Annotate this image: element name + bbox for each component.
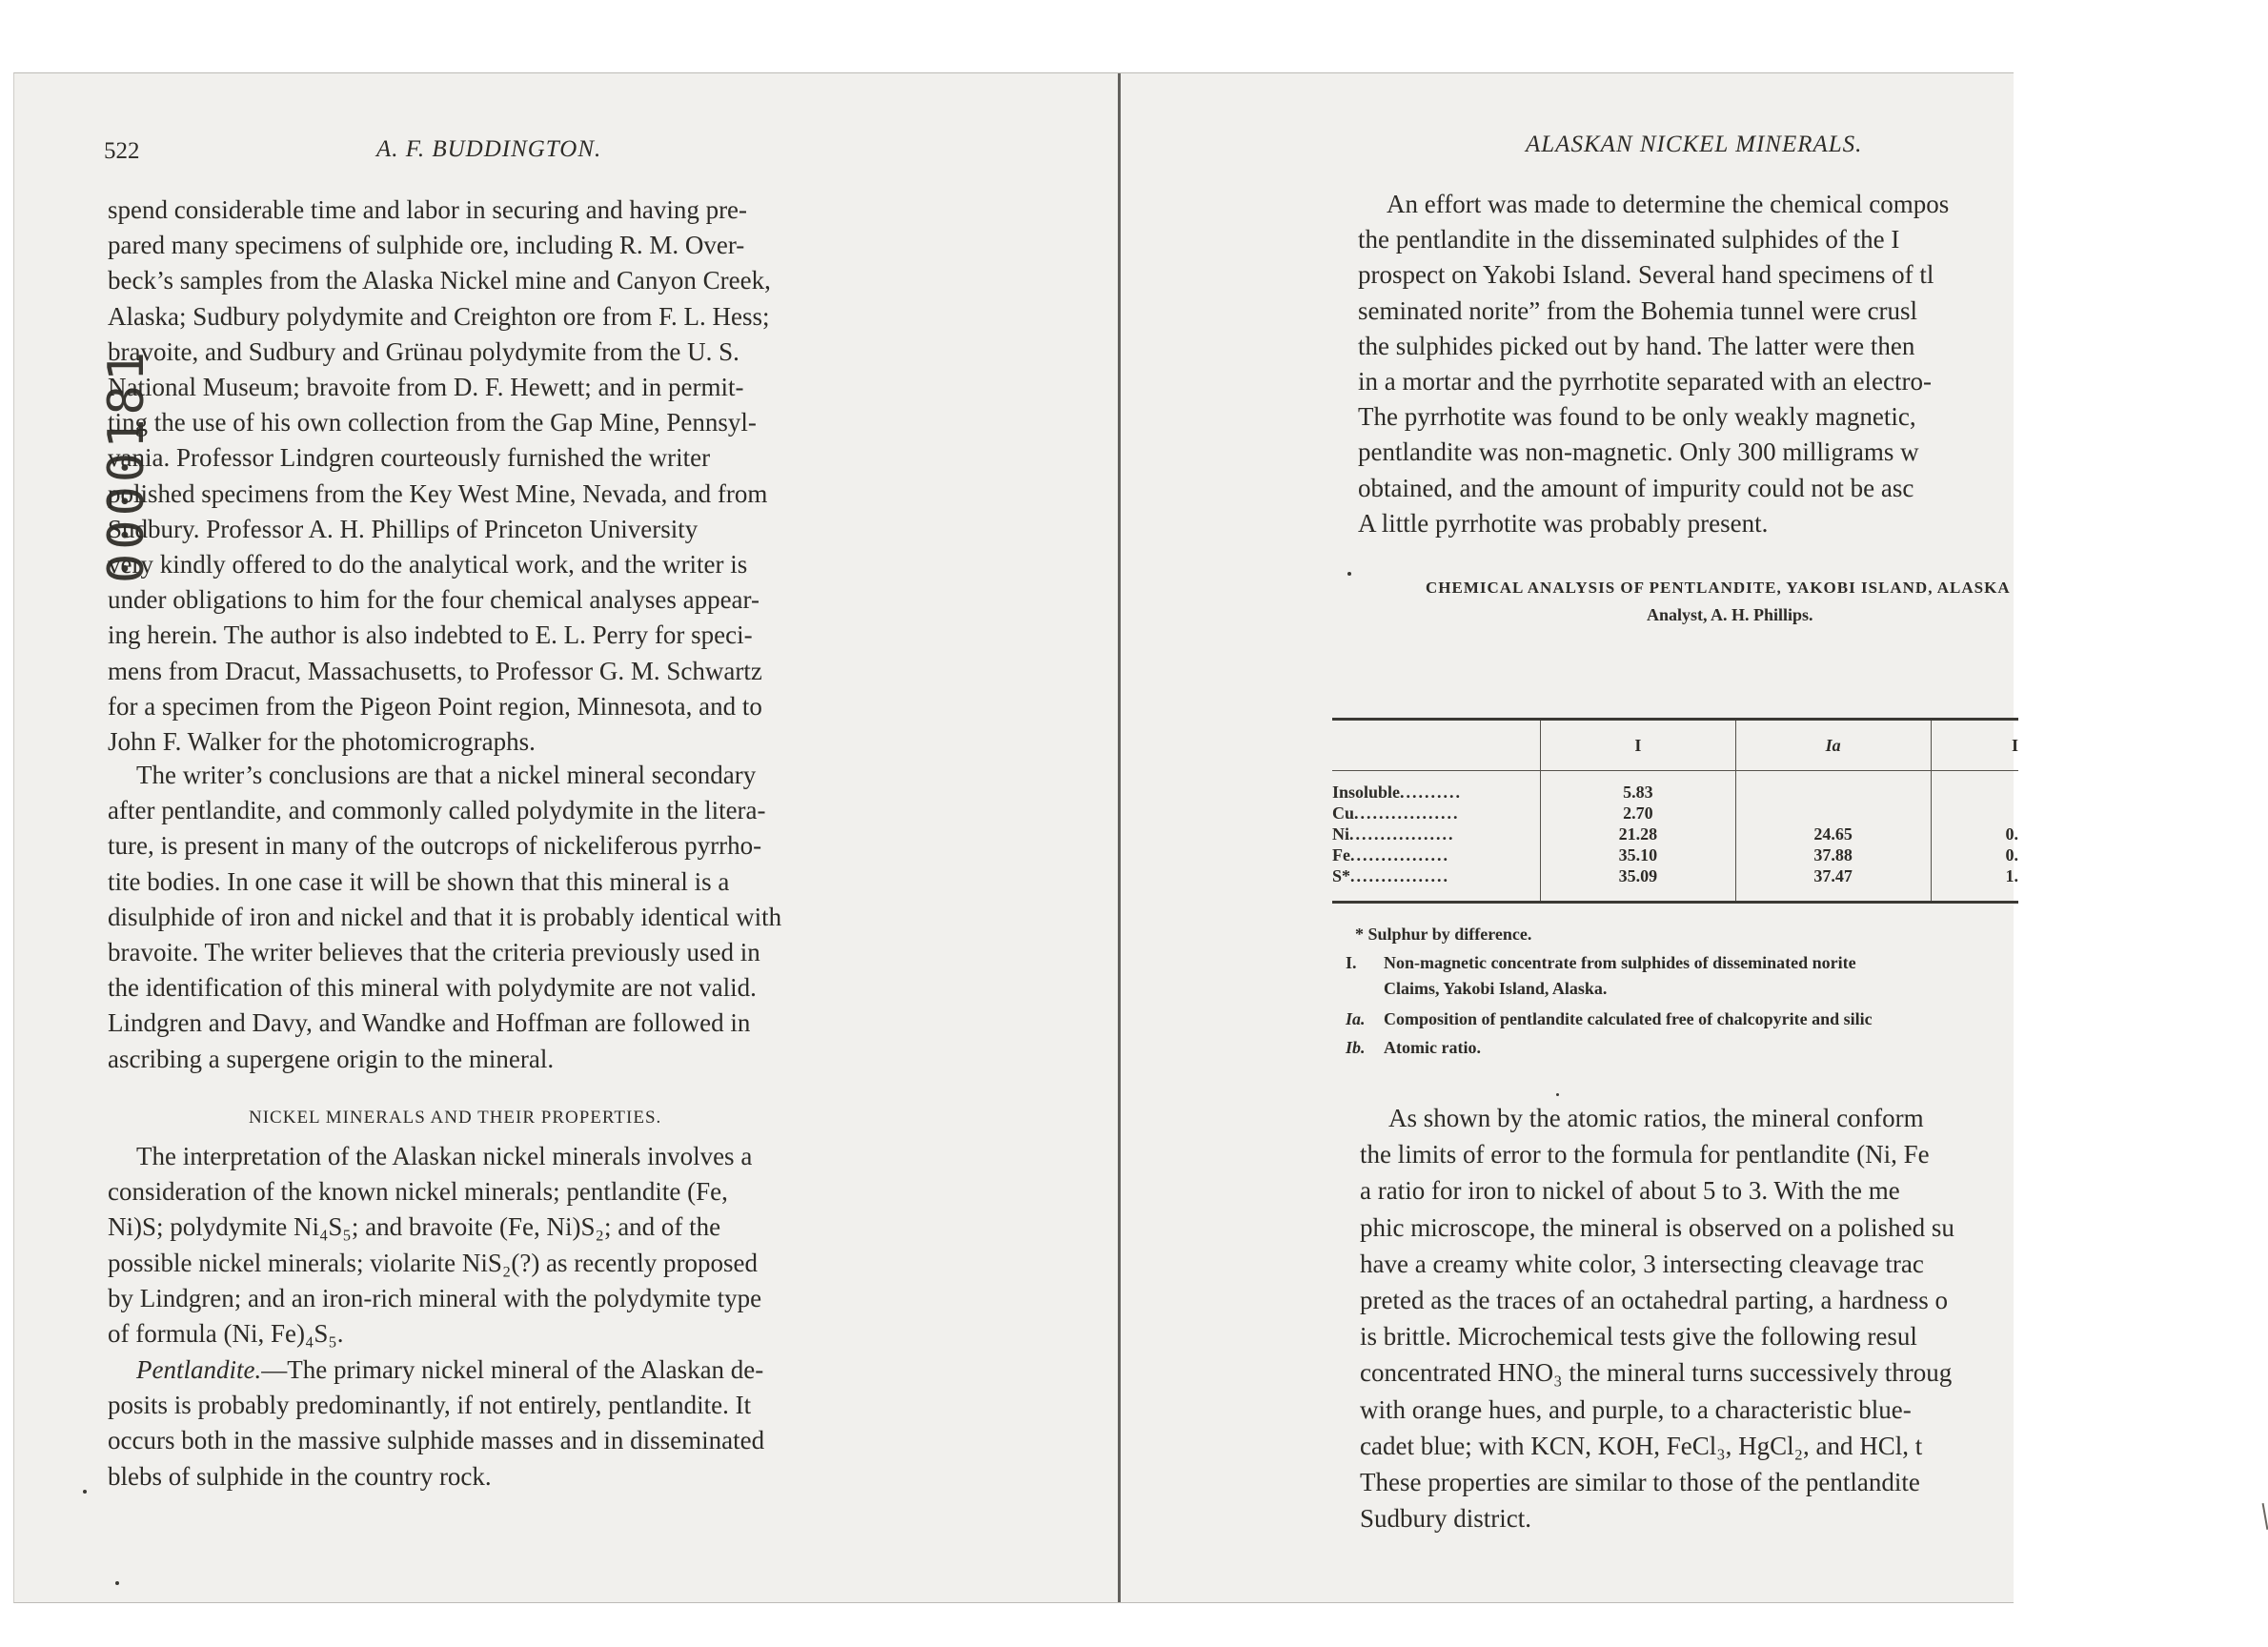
text-line: phic microscope, the mineral is observed on a polished su (1360, 1212, 1954, 1242)
speck-mark (115, 1581, 119, 1585)
text-line: ture, is present in many of the outcrops of nickeliferous pyrrho- (108, 831, 762, 861)
value-i: 21.28 (1540, 824, 1735, 845)
text-line: The interpretation of the Alaskan nickel minerals involves a (136, 1142, 753, 1170)
value-ib (1931, 803, 2018, 824)
value-ib (1931, 771, 2018, 804)
text-line: possible nickel minerals; violarite NiS₂(?) as recently proposed (108, 1248, 758, 1277)
table-row (1332, 866, 2018, 903)
value-ia: 24.65 (1735, 824, 1931, 845)
text-line: the sulphides picked out by hand. The latter were then (1358, 331, 1915, 360)
table-analyst: Analyst, A. H. Phillips. (1647, 605, 1813, 624)
paragraph-atomic-ratios (1360, 1100, 1954, 1536)
text-line: a ratio for iron to nickel of about 5 to 3. With the me (1360, 1176, 1900, 1206)
text-line: under obligations to him for the four chemical analyses appear- (108, 585, 759, 615)
text-line: ting the use of his own collection from the Gap Mine, Pennsyl- (108, 408, 757, 437)
chemical-analysis-table (1332, 718, 2018, 904)
scanned-book-spread (13, 72, 2018, 1603)
paragraph-conclusions (108, 758, 781, 1077)
text-line: obtained, and the amount of impurity could not be asc (1358, 473, 1914, 502)
value-ia: 37.88 (1735, 845, 1931, 866)
value-ib: 0. (1931, 824, 2018, 845)
row-label: S*................ (1332, 866, 1540, 903)
footnote-ib: Ib. Atomic ratio. (1346, 1038, 1481, 1057)
text-line: concentrated HNO₃ the mineral turns successively throug (1360, 1358, 1953, 1388)
text-line: in a mortar and the pyrrhotite separated with an electro- (1358, 367, 1933, 396)
speck-mark (83, 1490, 87, 1494)
value-ib: 1. (1931, 866, 2018, 903)
row-label: Insoluble.......... (1332, 783, 1463, 802)
speck-mark (1347, 572, 1351, 576)
text-line: cadet blue; with KCN, KOH, FeCl₃, HgCl₂, and HCl, t (1360, 1431, 1923, 1460)
text-line: bravoite. The writer believes that the criteria previously used in (108, 938, 760, 967)
speck-mark (1556, 1093, 1559, 1096)
pentlandite-line: posits is probably predominantly, if not entirely, pentlandite. It (108, 1391, 752, 1420)
pentlandite-line: —The primary nickel mineral of the Alaskan de- (261, 1355, 764, 1384)
right-page (1124, 73, 2018, 1602)
text-line: Ni)S; polydymite Ni₄S₅; and bravoite (Fe, Ni)S₂; and of the (108, 1212, 721, 1242)
text-line: A little pyrrhotite was probably present. (1358, 508, 1769, 538)
header-i: I (1540, 720, 1735, 771)
archive-stamp-number: 0000181 (98, 347, 155, 583)
paragraph-acknowledgments (108, 193, 771, 760)
text-line: preted as the traces of an octahedral parting, a hardness o (1360, 1286, 1948, 1315)
value-ib: 0. (1931, 845, 2018, 866)
value-i: 35.10 (1540, 845, 1735, 866)
text-line: Lindgren and Davy, and Wandke and Hoffman are followed in (108, 1008, 751, 1038)
paragraph-pentlandite (108, 1352, 764, 1494)
value-ia: 37.47 (1735, 866, 1931, 903)
paragraph-nickel-minerals (108, 1139, 761, 1352)
text-line: the identification of this mineral with polydymite are not valid. (108, 973, 757, 1003)
footnote-sulphur: * Sulphur by difference. (1355, 925, 1532, 944)
text-line: by Lindgren; and an iron-rich mineral with the polydymite type (108, 1283, 762, 1312)
text-line: the pentlandite in the disseminated sulphides of the I (1358, 225, 1900, 254)
value-ia (1735, 803, 1931, 824)
running-head-author: A. F. BUDDINGTON. (376, 136, 602, 162)
text-line: These properties are similar to those of the pentlandite (1360, 1468, 1920, 1497)
page-number: 522 (104, 138, 140, 164)
text-line: Sudbury district. (1360, 1504, 1531, 1534)
text-line: disulphide of iron and nickel and that it is probably identical with (108, 902, 782, 931)
running-head-title: ALASKAN NICKEL MINERALS. (1526, 132, 1863, 157)
pentlandite-line: occurs both in the massive sulphide masses and in disseminated (108, 1426, 765, 1455)
pentlandite-line: blebs of sulphide in the country rock. (108, 1461, 492, 1491)
text-line: of formula (Ni, Fe)₄S₅. (108, 1319, 344, 1349)
left-page (14, 73, 1110, 1602)
table-caption: CHEMICAL ANALYSIS OF PENTLANDITE, YAKOBI ISLAND, ALASKA (1426, 579, 2011, 597)
text-line: very kindly offered to do the analytical work, and the writer is (108, 550, 748, 580)
text-line: the limits of error to the formula for pentlandite (Ni, Fe (1360, 1140, 1930, 1169)
text-line: ing herein. The author is also indebted to E. L. Perry for speci- (108, 620, 753, 650)
table-row (1332, 803, 2018, 824)
value-ia (1735, 771, 1931, 804)
book-spine-line (1118, 73, 1121, 1602)
section-heading: NICKEL MINERALS AND THEIR PROPERTIES. (249, 1108, 662, 1128)
text-line: spend considerable time and labor in securing and having pre- (108, 195, 748, 224)
text-line: consideration of the known nickel minerals; pentlandite (Fe, (108, 1177, 728, 1207)
text-line: have a creamy white color, 3 intersecting cleavage trac (1360, 1249, 1924, 1278)
text-line: prospect on Yakobi Island. Several hand specimens of tl (1358, 260, 1934, 290)
text-line: bravoite, and Sudbury and Grünau polydymite from the U. S. (108, 336, 739, 366)
value-i: 2.70 (1540, 803, 1735, 824)
text-line: beck’s samples from the Alaska Nickel mine and Canyon Creek, (108, 266, 771, 295)
text-line: pentlandite was non-magnetic. Only 300 milligrams w (1358, 437, 1919, 467)
table-row (1332, 771, 2018, 804)
text-line: Sudbury. Professor A. H. Phillips of Princeton University (108, 514, 699, 543)
header-ia: Ia (1735, 720, 1931, 771)
text-line: The writer’s conclusions are that a nickel mineral secondary (136, 761, 757, 789)
text-line: with orange hues, and purple, to a characteristic blue- (1360, 1394, 1912, 1424)
row-label: Ni................. (1332, 824, 1455, 844)
row-label: Cu................. (1332, 803, 1460, 823)
row-label: Fe................ (1332, 845, 1449, 864)
text-line: An effort was made to determine the chemical compos (1387, 190, 1950, 218)
footnote-i-continued: Claims, Yakobi Island, Alaska. (1384, 979, 1608, 998)
text-line: vania. Professor Lindgren courteously furnished the writer (108, 443, 711, 473)
footnote-i: I. Non-magnetic concentrate from sulphides of disseminated norite (1346, 953, 1856, 972)
header-constituent (1332, 720, 1540, 771)
text-line: As shown by the atomic ratios, the mineral conform (1388, 1104, 1924, 1132)
value-i: 5.83 (1540, 771, 1735, 804)
table-row (1332, 845, 2018, 866)
text-line: John F. Walker for the photomicrographs. (108, 727, 536, 757)
text-line: after pentlandite, and commonly called polydymite in the litera- (108, 796, 766, 825)
text-line: Alaska; Sudbury polydymite and Creighton ore from F. L. Hess; (108, 301, 770, 331)
text-line: for a specimen from the Pigeon Point region, Minnesota, and to (108, 691, 762, 721)
paragraph-analysis-method (1358, 187, 1949, 541)
text-line: ascribing a supergene origin to the mineral. (108, 1044, 555, 1073)
text-line: mens from Dracut, Massachusetts, to Professor G. M. Schwartz (108, 656, 762, 685)
text-line: polished specimens from the Key West Mine, Nevada, and from (108, 478, 768, 508)
text-line: The pyrrhotite was found to be only weakly magnetic, (1358, 402, 1916, 432)
value-i: 35.09 (1540, 866, 1735, 903)
pencil-mark (2262, 1503, 2268, 1530)
table-header-row (1332, 720, 2018, 771)
text-line: seminated norite” from the Bohemia tunnel were crusl (1358, 295, 1918, 325)
text-line: National Museum; bravoite from D. F. Hewett; and in permit- (108, 373, 744, 402)
pentlandite-lead: Pentlandite. (136, 1355, 262, 1384)
table-row (1332, 824, 2018, 845)
text-line: tite bodies. In one case it will be shown that this mineral is a (108, 866, 730, 896)
text-line: pared many specimens of sulphide ore, including R. M. Over- (108, 231, 745, 260)
footnote-ia: Ia. Composition of pentlandite calculated free of chalcopyrite and silic (1346, 1009, 1873, 1028)
text-line: is brittle. Microchemical tests give the following resul (1360, 1322, 1917, 1352)
header-ib: I (1931, 720, 2018, 771)
